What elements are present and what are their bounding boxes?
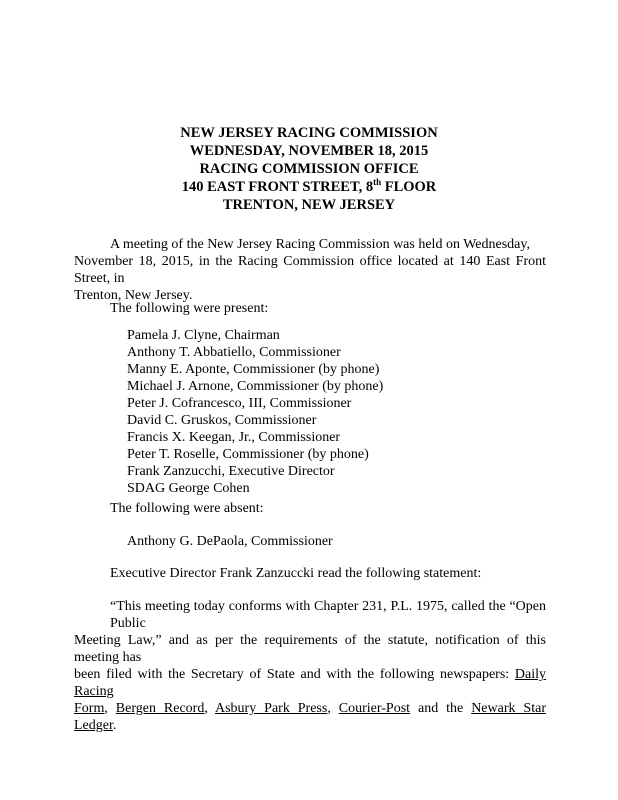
present-member: Peter J. Cofrancesco, III, Commissioner [127, 396, 352, 411]
newspaper-courier-post: Courier-Post [338, 701, 411, 716]
intro-paragraph [74, 236, 546, 304]
present-member: Frank Zanzucchi, Executive Director [127, 464, 335, 479]
intro-line: Trenton, New Jersey. [74, 288, 193, 303]
present-member: David C. Gruskos, Commissioner [127, 413, 317, 428]
header-line-date: WEDNESDAY, NOVEMBER 18, 2015 [189, 143, 429, 159]
statement-line: Meeting Law,” and as per the requirements of the statute, notification of this meeting has [74, 633, 546, 665]
statement-intro: Executive Director Frank Zanzuccki read the following statement: [110, 566, 482, 581]
separator: and the [410, 701, 472, 716]
header-address-floor: FLOOR [381, 179, 437, 195]
present-member: Manny E. Aponte, Commissioner (by phone) [127, 362, 380, 377]
header-address-text: 140 EAST FRONT STREET, 8 [181, 179, 374, 195]
present-member: Peter T. Roselle, Commissioner (by phone) [127, 447, 369, 462]
present-member: Anthony T. Abbatiello, Commissioner [127, 345, 341, 360]
absent-list [127, 533, 547, 550]
newspaper-daily-racing-form: Form [74, 701, 105, 716]
header-line-address [0, 178, 618, 196]
newspaper-newark-star-ledger: Newark Star Ledger [74, 701, 546, 733]
document-header [0, 124, 618, 214]
present-member: Pamela J. Clyne, Chairman [127, 328, 280, 343]
statement-line [74, 700, 546, 734]
present-member: Francis X. Keegan, Jr., Commissioner [127, 430, 341, 445]
separator: , [204, 701, 215, 716]
header-line-city: TRENTON, NEW JERSEY [222, 197, 396, 213]
header-line-office: RACING COMMISSION OFFICE [199, 161, 419, 177]
present-member: Michael J. Arnone, Commissioner (by phone) [127, 379, 384, 394]
absent-member: Anthony G. DePaola, Commissioner [127, 534, 333, 549]
separator: , [327, 701, 339, 716]
header-address-ordinal: th [373, 177, 382, 188]
separator: , [104, 701, 116, 716]
newspaper-asbury-park-press: Asbury Park Press [215, 701, 328, 716]
newspaper-daily-racing-form: Daily Racing [74, 667, 546, 699]
absent-label: The following were absent: [110, 501, 264, 516]
statement-line [74, 666, 546, 700]
period: . [112, 718, 117, 733]
intro-line: A meeting of the New Jersey Racing Commission was held on Wednesday, [110, 237, 530, 252]
statement-line: “This meeting today conforms with Chapter 231, P.L. 1975, called the “Open Public [110, 599, 546, 631]
present-member: SDAG George Cohen [127, 481, 250, 496]
intro-line: November 18, 2015, in the Racing Commission office located at 140 East Front Street, in [74, 254, 546, 286]
present-label: The following were present: [110, 301, 269, 316]
header-line-commission: NEW JERSEY RACING COMMISSION [180, 125, 438, 141]
statement-paragraph [74, 598, 546, 734]
newspaper-bergen-record: Bergen Record [115, 701, 205, 716]
present-list [127, 327, 547, 497]
statement-text: been filed with the Secretary of State and with the following newspapers: [74, 667, 515, 682]
